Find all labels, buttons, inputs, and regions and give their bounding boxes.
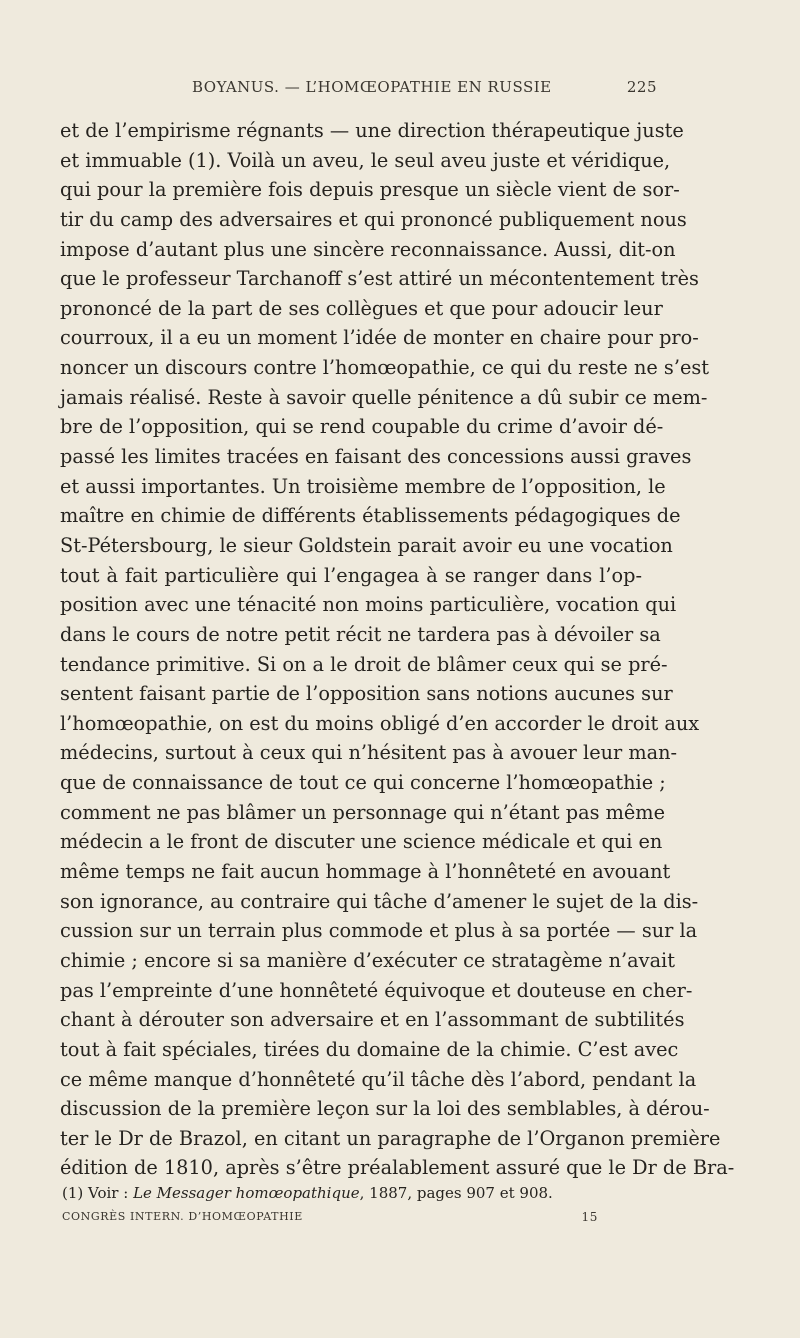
text-line: et aussi importantes. Un troisième membre de l’opposition, le <box>60 474 666 498</box>
text-line: prononcé de la part de ses collègues et que pour adoucir leur <box>60 296 663 320</box>
text-line: que le professeur Tarchanoff s’est attiré un mécontentement très <box>60 267 699 291</box>
text-line: que de connaissance de tout ce qui concerne l’homœopathie ; <box>60 771 666 795</box>
signature-number: 15 <box>581 1210 598 1224</box>
text-line: dans le cours de notre petit récit ne tardera pas à dévoiler sa <box>60 622 661 646</box>
text-line: médecin a le front de discuter une science médicale et qui en <box>60 830 663 854</box>
text-line: son ignorance, au contraire qui tâche d’amener le sujet de la dis- <box>60 889 699 913</box>
text-line: maître en chimie de différents établissements pédagogiques de <box>60 504 681 528</box>
text-line: impose d’autant plus une sincère reconnaissance. Aussi, dit-on <box>60 237 676 261</box>
text-line: l’homœopathie, on est du moins obligé d’en accorder le droit aux <box>60 711 700 735</box>
text-line: chimie ; encore si sa manière d’exécuter ce stratagème n’avait <box>60 948 675 972</box>
text-line: courroux, il a eu un moment l’idée de monter en chaire pour pro- <box>60 326 699 350</box>
text-line: ter le Dr de Brazol, en citant un paragraphe de l’Organon première <box>60 1126 721 1150</box>
footnote-suffix: , 1887, pages 907 et 908. <box>359 1184 553 1202</box>
text-line: comment ne pas blâmer un personnage qui n’étant pas même <box>60 800 665 824</box>
text-line: édition de 1810, après s’être préalablement assuré que le Dr de Bra- <box>60 1156 735 1180</box>
text-line: et de l’empirisme régnants — une direction thérapeutique juste <box>60 119 684 142</box>
text-line: et immuable (1). Voilà un aveu, le seul aveu juste et véridique, <box>60 148 671 172</box>
footnote-marker: (1) <box>62 1184 84 1202</box>
text-line: chant à dérouter son adversaire et en l’assommant de subtilités <box>60 1008 685 1032</box>
text-line: St-Pétersbourg, le sieur Goldstein parait avoir eu une vocation <box>60 533 673 557</box>
text-line: cussion sur un terrain plus commode et plus à sa portée — sur la <box>60 919 698 943</box>
text-line: ce même manque d’honnêteté qu’il tâche dès l’abord, pendant la <box>60 1067 697 1091</box>
running-title: BOYANUS. — L’HOMŒOPATHIE EN RUSSIE <box>192 78 552 96</box>
body-text <box>60 116 735 1183</box>
text-line: tir du camp des adversaires et qui prononcé publiquement nous <box>60 207 687 231</box>
page-number: 225 <box>626 78 657 96</box>
text-line: noncer un discours contre l’homœopathie, ce qui du reste ne s’est <box>60 356 710 380</box>
footnote-prefix: Voir : <box>83 1184 134 1202</box>
text-line: même temps ne fait aucun hommage à l’honnêteté en avouant <box>60 860 671 884</box>
text-line: passé les limites tracées en faisant des concessions aussi graves <box>60 445 692 469</box>
text-line: jamais réalisé. Reste à savoir quelle pénitence a dû subir ce mem- <box>60 385 708 409</box>
signature-text: CONGRÈS INTERN. D’HOMŒOPATHIE <box>62 1210 303 1223</box>
text-line: tendance primitive. Si on a le droit de blâmer ceux qui se pré- <box>60 652 668 676</box>
text-line: pas l’empreinte d’une honnêteté équivoque et douteuse en cher- <box>60 978 693 1002</box>
footnote-title: Le Messager homœopathique <box>133 1184 360 1202</box>
text-line: discussion de la première leçon sur la loi des semblables, à dérou- <box>60 1097 710 1121</box>
text-line: position avec une ténacité non moins particulière, vocation qui <box>60 593 677 617</box>
text-line: tout à fait particulière qui l’engagea à se ranger dans l’op- <box>60 563 642 587</box>
text-line: médecins, surtout à ceux qui n’hésitent pas à avouer leur man- <box>60 741 678 765</box>
footnote <box>62 1184 622 1202</box>
text-line: bre de l’opposition, qui se rend coupable du crime d’avoir dé- <box>60 415 664 439</box>
text-line: sentent faisant partie de l’opposition sans notions aucunes sur <box>60 682 673 706</box>
text-line: qui pour la première fois depuis presque un siècle vient de sor- <box>60 178 680 202</box>
text-line: tout à fait spéciales, tirées du domaine de la chimie. C’est avec <box>60 1037 679 1061</box>
